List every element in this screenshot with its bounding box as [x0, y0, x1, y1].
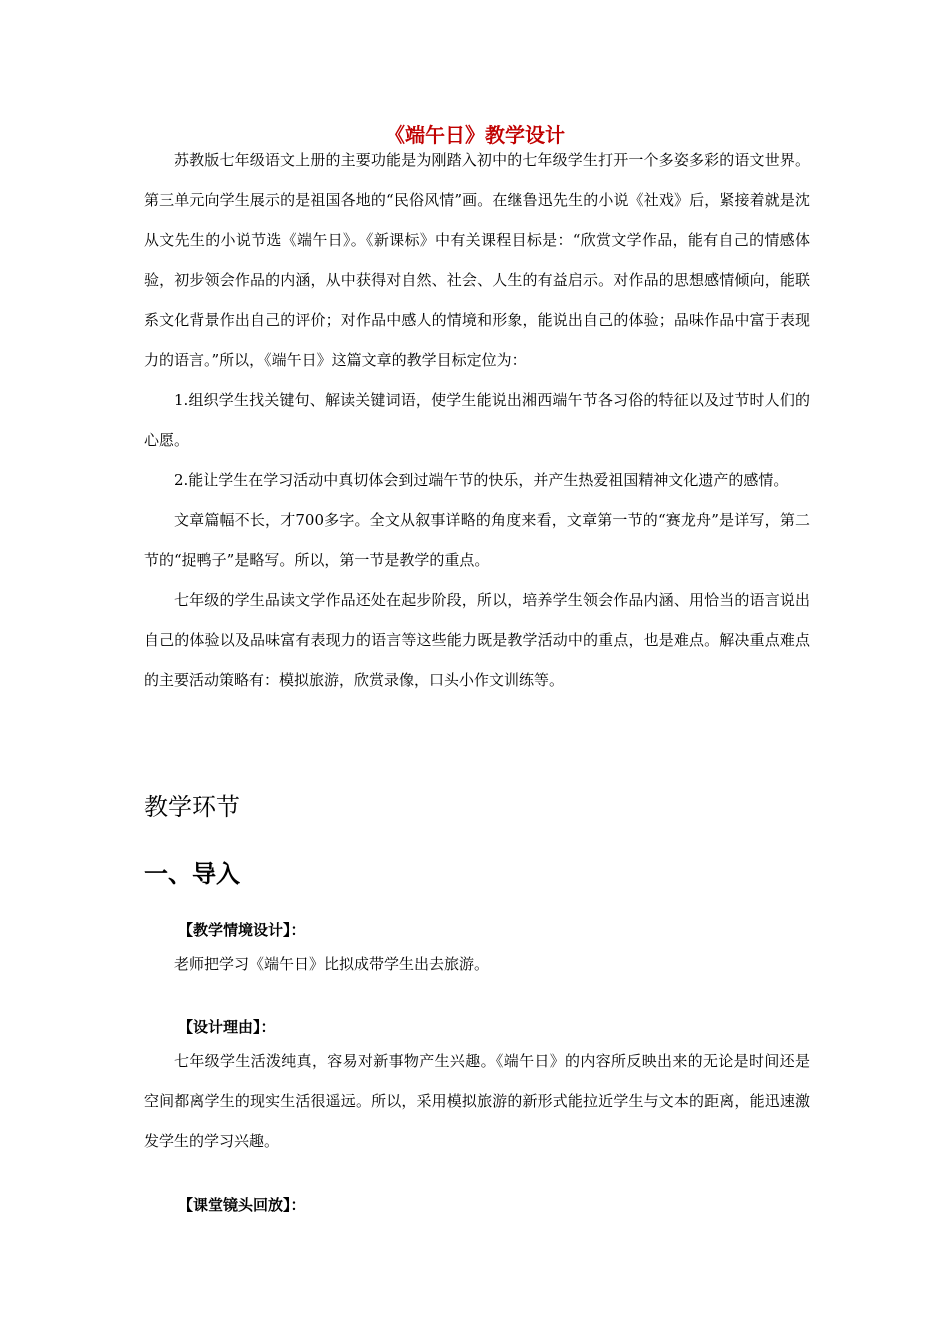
difficulty-paragraph: 七年级的学生品读文学作品还处在起步阶段，所以，培养学生领会作品内涵、用恰当的语言说出自己的体验以及品味富有表现力的语言等这些能力既是教学活动中的重点，也是难点。解决重点难点的主要活动策略有：模拟旅游，欣赏录像，口头小作文训练等。 — [144, 591, 810, 689]
reason-paragraph: 七年级学生活泼纯真，容易对新事物产生兴趣。《端午日》的内容所反映出来的无论是时间还是空间都离学生的现实生活很遥远。所以，采用模拟旅游的新形式能拉近学生与文本的距离，能迅速激发学生的学习兴趣。 — [144, 1052, 810, 1150]
intro-paragraph: 苏教版七年级语文上册的主要功能是为刚踏入初中的七年级学生打开一个多姿多彩的语文世界。第三单元向学生展示的是祖国各地的“民俗风情”画。在继鲁迅先生的小说《社戏》后，紧接着就是沈从文先生的小说节选《端午日》。《新课标》中有关课程目标是：“欣赏文学作品，能有自己的情感体验，初步领会作品的内涵，从中获得对自然、社会、人生的有益启示。对作品的思想感情倾向，能联系文化背景作出自己的评价；对作品中感人的情境和形象，能说出自己的体验；品味作品中富于表现力的语言。”所以，《端午日》这篇文章的教学目标定位为： — [144, 151, 810, 369]
section-heading-teaching: 教学环节 — [144, 793, 240, 821]
length-paragraph: 文章篇幅不长，才700多字。全文从叙事详略的角度来看，文章第一节的“赛龙舟”是详写，第二节的“捉鸭子”是略写。所以，第一节是教学的重点。 — [144, 511, 810, 569]
objective-2: 2.能让学生在学习活动中真切体会到过端午节的快乐，并产生热爱祖国精神文化遗产的感情。 — [174, 471, 789, 489]
objective-1: 1.组织学生找关键句、解读关键词语，使学生能说出湘西端午节各习俗的特征以及过节时人们的心愿。 — [144, 391, 810, 449]
reason-text — [144, 1041, 810, 1161]
label-reason: 【设计理由】： — [178, 1018, 276, 1036]
label-situation: 【教学情境设计】： — [178, 921, 306, 939]
section-heading-intro: 一、导入 — [144, 859, 240, 888]
situation-text — [144, 944, 810, 984]
label-replay: 【课堂镜头回放】： — [178, 1196, 306, 1214]
intro-section — [144, 140, 810, 700]
document-title: 《端午日》教学设计 — [385, 123, 565, 147]
situation-paragraph: 老师把学习《端午日》比拟成带学生出去旅游。 — [174, 955, 490, 973]
